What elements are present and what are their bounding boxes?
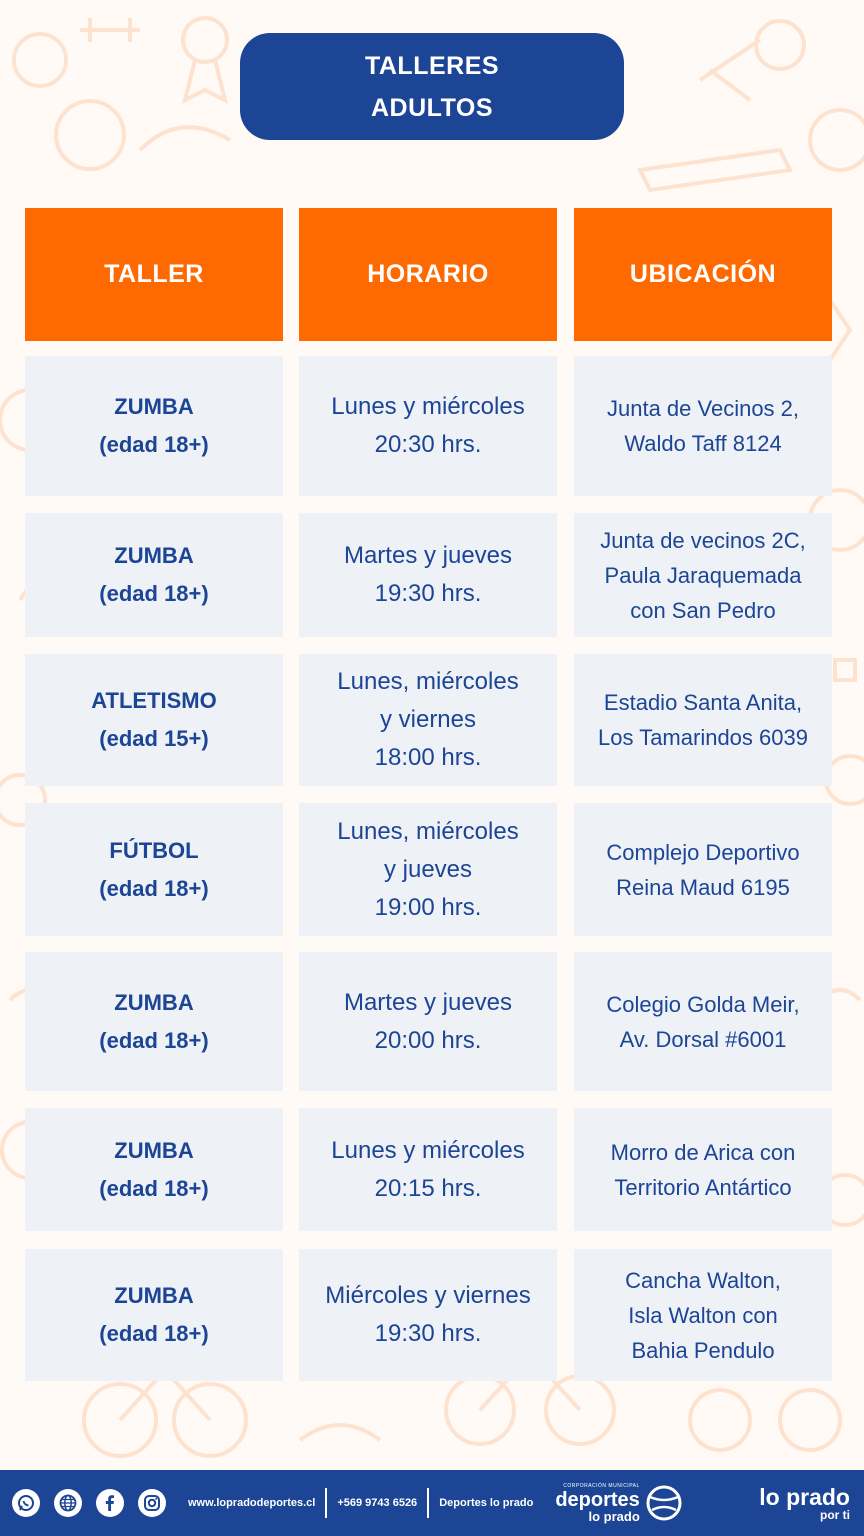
cell-ubicacion (574, 1249, 832, 1381)
cell-horario (299, 513, 557, 637)
cell-horario-line: 20:15 hrs. (374, 1174, 482, 1202)
globe-icon[interactable] (54, 1489, 82, 1517)
deportes-logo-sub: lo prado (588, 1508, 640, 1524)
cell-ubicacion-line: Cancha Walton, (625, 1267, 781, 1293)
ball-icon (644, 1483, 684, 1523)
cell-taller-line: (edad 18+) (99, 1027, 209, 1053)
cell-taller (25, 1108, 283, 1231)
cell-taller-line: ZUMBA (114, 1283, 194, 1308)
column-header-taller: TALLER (25, 208, 283, 341)
cell-horario-line: Lunes y miércoles (331, 1136, 525, 1164)
cell-horario-line: 18:00 hrs. (374, 744, 482, 771)
cell-ubicacion-line: Bahia Pendulo (631, 1337, 775, 1363)
footer-website[interactable]: www.lopradodeportes.cl (188, 1497, 316, 1509)
cell-ubicacion (574, 356, 832, 496)
cell-ubicacion (574, 952, 832, 1091)
cell-taller (25, 803, 283, 936)
cell-ubicacion-line: Junta de Vecinos 2, (606, 396, 800, 421)
cell-taller-line: ZUMBA (114, 1137, 194, 1163)
footer-social[interactable]: Deportes lo prado (439, 1497, 534, 1509)
cell-ubicacion-line: con San Pedro (630, 597, 776, 623)
cell-taller-line: (edad 18+) (99, 581, 209, 606)
cell-taller-line: (edad 15+) (99, 726, 209, 751)
cell-horario-line: Lunes y miércoles (331, 393, 525, 420)
footer-bar (0, 1470, 864, 1536)
cell-ubicacion (574, 513, 832, 637)
page-title-line-2: ADULTOS (370, 93, 494, 122)
cell-ubicacion-line: Territorio Antártico (614, 1174, 792, 1200)
footer-phone[interactable]: +569 9743 6526 (337, 1497, 418, 1509)
cell-horario (299, 654, 557, 786)
column-header-horario: HORARIO (299, 208, 557, 341)
page-title (240, 33, 624, 140)
lo-prado-logo (759, 1483, 850, 1522)
cell-ubicacion-line: Reina Maud 6195 (616, 874, 790, 900)
facebook-icon[interactable] (96, 1489, 124, 1517)
cell-taller-line: (edad 18+) (99, 1175, 209, 1201)
cell-horario-line: y jueves (383, 855, 473, 883)
cell-horario-line: Martes y jueves (343, 542, 513, 569)
cell-ubicacion-line: Los Tamarindos 6039 (598, 725, 808, 750)
cell-horario-line: Martes y jueves (343, 988, 513, 1016)
column-header-ubicacion: UBICACIÓN (574, 208, 832, 341)
cell-ubicacion-line: Complejo Deportivo (606, 839, 800, 865)
cell-horario (299, 356, 557, 496)
cell-taller (25, 654, 283, 786)
cell-horario-line: Miércoles y viernes (325, 1282, 531, 1309)
cell-horario-line: 20:30 hrs. (374, 431, 482, 458)
cell-taller-line: (edad 18+) (99, 432, 209, 457)
cell-taller-line: (edad 18+) (99, 875, 209, 901)
cell-taller-line: ATLETISMO (91, 688, 217, 713)
cell-horario (299, 1249, 557, 1381)
cell-horario (299, 952, 557, 1091)
cell-taller-line: ZUMBA (114, 543, 194, 568)
cell-ubicacion (574, 654, 832, 786)
cell-horario-line: 19:30 hrs. (374, 1320, 482, 1347)
cell-horario-line: Lunes, miércoles (337, 668, 519, 695)
cell-ubicacion (574, 803, 832, 936)
deportes-logo (555, 1483, 683, 1523)
cell-horario-line: 19:30 hrs. (374, 580, 482, 607)
cell-ubicacion-line: Waldo Taff 8124 (624, 431, 782, 456)
cell-horario (299, 803, 557, 936)
cell-taller-line: ZUMBA (114, 394, 194, 419)
cell-ubicacion-line: Av. Dorsal #6001 (619, 1026, 787, 1052)
cell-taller (25, 1249, 283, 1381)
cell-taller (25, 952, 283, 1091)
cell-ubicacion-line: Paula Jaraquemada (604, 562, 802, 588)
footer-divider (325, 1488, 327, 1518)
instagram-icon[interactable] (138, 1489, 166, 1517)
cell-ubicacion-line: Morro de Arica con (610, 1139, 796, 1165)
cell-horario-line: 19:00 hrs. (374, 893, 482, 921)
cell-ubicacion (574, 1108, 832, 1231)
cell-horario (299, 1108, 557, 1231)
page-title-line-1: TALLERES (364, 51, 500, 80)
cell-ubicacion-line: Estadio Santa Anita, (603, 690, 803, 715)
deportes-logo-main: deportes (555, 1488, 640, 1511)
cell-ubicacion-line: Junta de vecinos 2C, (600, 527, 806, 553)
cell-taller (25, 356, 283, 496)
cell-taller-line: (edad 18+) (99, 1321, 209, 1346)
cell-taller (25, 513, 283, 637)
cell-ubicacion-line: Isla Walton con (628, 1302, 778, 1328)
lo-prado-logo-main: lo prado (759, 1483, 850, 1510)
footer-divider (427, 1488, 429, 1518)
whatsapp-icon[interactable] (12, 1489, 40, 1517)
cell-ubicacion-line: Colegio Golda Meir, (606, 991, 800, 1017)
deportes-logo-corp-label: CORPORACIÓN MUNICIPAL (563, 1482, 640, 1489)
cell-horario-line: 20:00 hrs. (374, 1026, 482, 1054)
cell-taller-line: FÚTBOL (109, 837, 199, 863)
cell-horario-line: y viernes (379, 706, 477, 733)
cell-taller-line: ZUMBA (114, 989, 194, 1015)
cell-horario-line: Lunes, miércoles (337, 817, 519, 845)
lo-prado-logo-sub: por ti (820, 1507, 850, 1522)
